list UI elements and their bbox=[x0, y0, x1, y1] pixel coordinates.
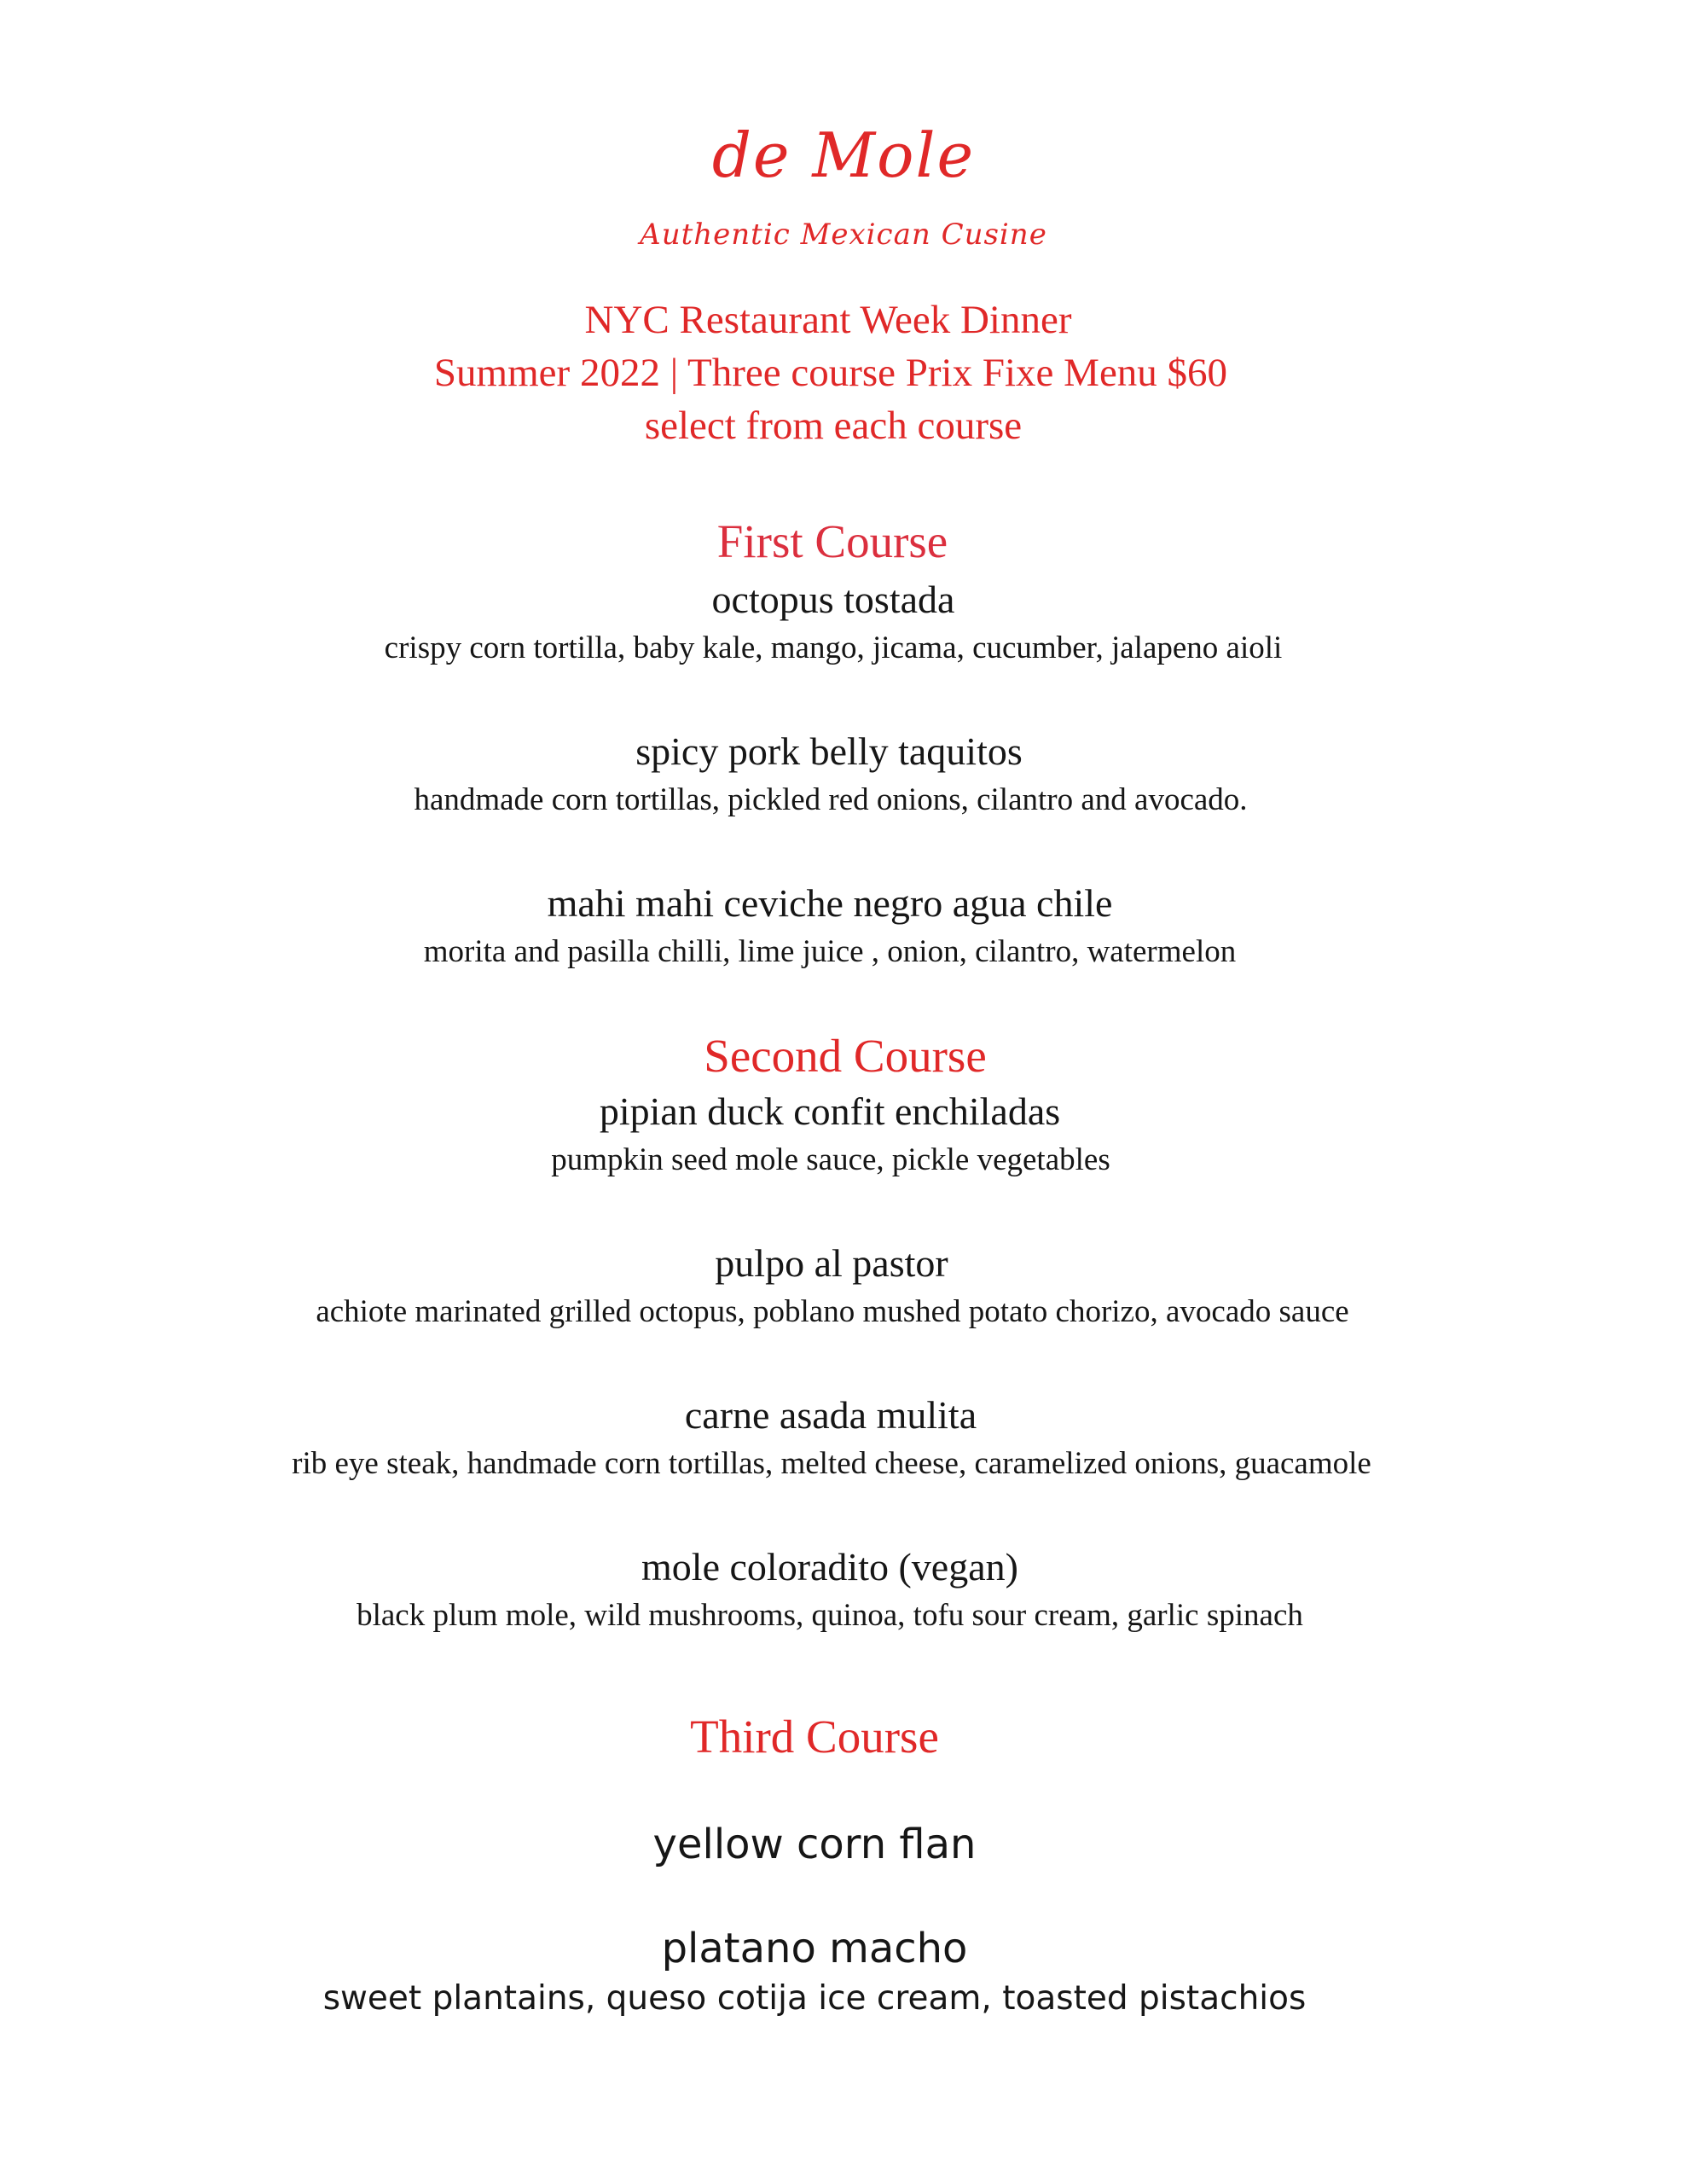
menu-item-name: mole coloradito (vegan) bbox=[641, 1545, 1018, 1589]
menu-item-description: rib eye steak, handmade corn tortillas, melted cheese, caramelized onions, guacamole bbox=[292, 1446, 1371, 1481]
event-title: NYC Restaurant Week Dinner bbox=[584, 298, 1072, 342]
event-subtitle: Summer 2022 | Three course Prix Fixe Menu $60 bbox=[433, 351, 1228, 395]
menu-item-description: crispy corn tortilla, baby kale, mango, jicama, cucumber, jalapeno aioli bbox=[384, 630, 1283, 665]
menu-item-description: handmade corn tortillas, pickled red onions, cilantro and avocado. bbox=[414, 782, 1248, 817]
restaurant-tagline: Authentic Mexican Cusine bbox=[640, 218, 1047, 252]
menu-item-name: octopus tostada bbox=[711, 578, 955, 621]
menu-item-name: yellow corn flan bbox=[652, 1821, 977, 1868]
course-title-first: First Course bbox=[716, 515, 948, 567]
menu-item-name: spicy pork belly taquitos bbox=[635, 729, 1023, 773]
menu-item-description: sweet plantains, queso cotija ice cream, toasted pistachios bbox=[322, 1979, 1307, 2018]
menu-item-name: pipian duck confit enchiladas bbox=[599, 1089, 1061, 1133]
menu-item-name: platano macho bbox=[661, 1925, 968, 1972]
menu-item-name: carne asada mulita bbox=[684, 1393, 977, 1437]
menu-item-description: morita and pasilla chilli, lime juice , onion, cilantro, watermelon bbox=[423, 934, 1237, 969]
menu-item-name: mahi mahi ceviche negro agua chile bbox=[547, 881, 1113, 925]
restaurant-logo: de Mole bbox=[711, 119, 976, 191]
menu-item-description: achiote marinated grilled octopus, poblano mushed potato chorizo, avocado sauce bbox=[316, 1294, 1349, 1329]
course-title-third: Third Course bbox=[690, 1711, 939, 1763]
menu-item-description: black plum mole, wild mushrooms, quinoa, tofu sour cream, garlic spinach bbox=[357, 1598, 1303, 1633]
course-title-second: Second Course bbox=[704, 1030, 987, 1082]
menu-item-description: pumpkin seed mole sauce, pickle vegetables bbox=[551, 1142, 1110, 1177]
event-instruction: select from each course bbox=[644, 404, 1023, 448]
menu-item-name: pulpo al pastor bbox=[715, 1241, 948, 1285]
